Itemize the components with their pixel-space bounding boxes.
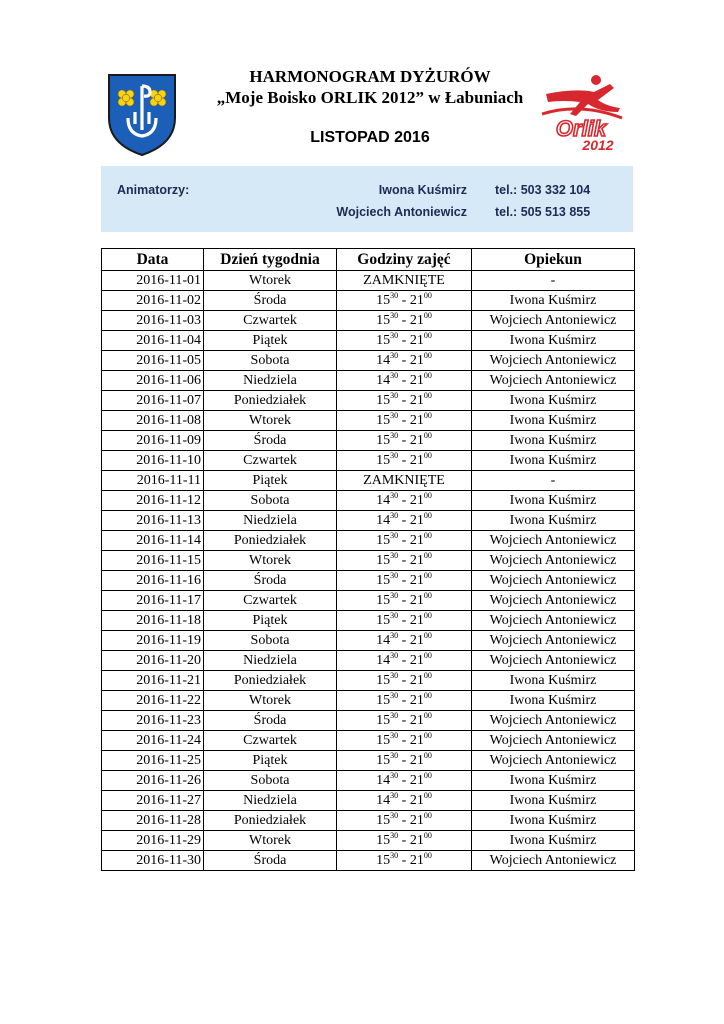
day-cell: Piątek [204,611,337,631]
end-minutes: 00 [423,530,432,540]
end-minutes: 00 [423,510,432,520]
end-hour: 21 [409,572,424,588]
end-hour: 21 [409,752,424,768]
start-minutes: 30 [390,690,399,700]
keeper-cell: Iwona Kuśmirz [472,691,635,711]
start-minutes: 30 [390,330,399,340]
start-minutes: 30 [390,390,399,400]
date-cell: 2016-11-13 [102,511,204,531]
date-cell: 2016-11-04 [102,331,204,351]
day-cell: Środa [204,431,337,451]
table-header-row [102,249,635,271]
end-hour: 21 [409,592,424,608]
start-hour: 15 [376,412,391,428]
end-hour: 21 [409,532,424,548]
day-cell: Poniedziałek [204,811,337,831]
table-row [102,631,635,651]
table-row [102,471,635,491]
day-cell: Czwartek [204,451,337,471]
day-cell: Sobota [204,771,337,791]
hours-cell: ZAMKNIĘTE [337,471,472,491]
hours-cell: $15^{30} - 21^{00}$ [337,831,472,851]
end-minutes: 00 [423,330,432,340]
date-cell: 2016-11-02 [102,291,204,311]
page-title: HARMONOGRAM DYŻURÓW [249,67,491,86]
keeper-cell: Wojciech Antoniewicz [472,611,635,631]
keeper-cell: Iwona Kuśmirz [472,671,635,691]
keeper-cell: Wojciech Antoniewicz [472,571,635,591]
table-row [102,831,635,851]
day-cell: Niedziela [204,511,337,531]
day-cell: Środa [204,711,337,731]
keeper-cell: Wojciech Antoniewicz [472,711,635,731]
keeper-cell: Iwona Kuśmirz [472,451,635,471]
day-cell: Piątek [204,751,337,771]
date-cell: 2016-11-09 [102,431,204,451]
start-hour: 15 [376,572,391,588]
end-minutes: 00 [423,290,432,300]
start-minutes: 30 [390,670,399,680]
table-row [102,411,635,431]
keeper-cell: Wojciech Antoniewicz [472,651,635,671]
start-minutes: 30 [390,830,399,840]
table-row [102,331,635,351]
page-subtitle: „Moje Boisko ORLIK 2012” w Łabuniach [216,88,524,107]
start-hour: 15 [376,392,391,408]
hours-cell: $15^{30} - 21^{00}$ [337,811,472,831]
start-minutes: 30 [390,770,399,780]
end-hour: 21 [409,812,424,828]
start-hour: 14 [376,492,391,508]
end-hour: 21 [409,552,424,568]
table-row [102,571,635,591]
keeper-cell: - [472,271,635,291]
keeper-cell: Iwona Kuśmirz [472,791,635,811]
keeper-cell: Iwona Kuśmirz [472,831,635,851]
start-hour: 15 [376,812,391,828]
end-minutes: 00 [423,570,432,580]
day-cell: Środa [204,851,337,871]
start-hour: 15 [376,432,391,448]
date-cell: 2016-11-29 [102,831,204,851]
end-minutes: 00 [423,850,432,860]
start-minutes: 30 [390,730,399,740]
start-minutes: 30 [390,510,399,520]
column-header-day: Dzień tygodnia [204,249,337,271]
animator-phone: tel.: 505 513 855 [495,205,591,219]
hours-cell: $15^{30} - 21^{00}$ [337,851,472,871]
hours-cell: $15^{30} - 21^{00}$ [337,711,472,731]
date-cell: 2016-11-11 [102,471,204,491]
start-hour: 15 [376,752,391,768]
hours-cell: $15^{30} - 21^{00}$ [337,691,472,711]
day-cell: Poniedziałek [204,671,337,691]
table-row [102,511,635,531]
hours-cell: $14^{30} - 21^{00}$ [337,651,472,671]
keeper-cell: Wojciech Antoniewicz [472,751,635,771]
hours-cell: $15^{30} - 21^{00}$ [337,311,472,331]
table-row [102,391,635,411]
keeper-cell: Wojciech Antoniewicz [472,371,635,391]
start-hour: 14 [376,792,391,808]
hours-cell: $15^{30} - 21^{00}$ [337,611,472,631]
start-minutes: 30 [390,310,399,320]
end-hour: 21 [409,772,424,788]
end-hour: 21 [409,352,424,368]
table-row [102,671,635,691]
end-minutes: 00 [423,670,432,680]
animators-label: Animatorzy: [117,183,190,197]
keeper-cell: - [472,471,635,491]
start-minutes: 30 [390,790,399,800]
date-cell: 2016-11-15 [102,551,204,571]
hours-cell: $14^{30} - 21^{00}$ [337,491,472,511]
column-header-keeper: Opiekun [472,249,635,271]
table-row [102,531,635,551]
date-cell: 2016-11-24 [102,731,204,751]
date-cell: 2016-11-18 [102,611,204,631]
hours-cell: $15^{30} - 21^{00}$ [337,331,472,351]
start-hour: 14 [376,652,391,668]
schedule-table [101,248,635,871]
end-hour: 21 [409,632,424,648]
end-minutes: 00 [423,390,432,400]
day-cell: Wtorek [204,831,337,851]
hours-cell: $14^{30} - 21^{00}$ [337,771,472,791]
start-minutes: 30 [390,590,399,600]
end-minutes: 00 [423,550,432,560]
date-cell: 2016-11-08 [102,411,204,431]
keeper-cell: Iwona Kuśmirz [472,811,635,831]
start-minutes: 30 [390,550,399,560]
start-minutes: 30 [390,750,399,760]
keeper-cell: Wojciech Antoniewicz [472,531,635,551]
start-hour: 15 [376,592,391,608]
start-minutes: 30 [390,290,399,300]
start-minutes: 30 [390,650,399,660]
start-minutes: 30 [390,430,399,440]
date-cell: 2016-11-16 [102,571,204,591]
end-hour: 21 [409,612,424,628]
end-minutes: 00 [423,430,432,440]
start-hour: 14 [376,772,391,788]
end-hour: 21 [409,492,424,508]
end-minutes: 00 [423,490,432,500]
hours-cell: $15^{30} - 21^{00}$ [337,291,472,311]
date-cell: 2016-11-21 [102,671,204,691]
end-minutes: 00 [423,410,432,420]
day-cell: Piątek [204,331,337,351]
table-row [102,651,635,671]
start-hour: 15 [376,312,391,328]
end-minutes: 00 [423,750,432,760]
hours-cell: $14^{30} - 21^{00}$ [337,371,472,391]
day-cell: Czwartek [204,311,337,331]
table-row [102,311,635,331]
hours-cell: $15^{30} - 21^{00}$ [337,551,472,571]
end-minutes: 00 [423,370,432,380]
day-cell: Wtorek [204,691,337,711]
keeper-cell: Iwona Kuśmirz [472,331,635,351]
day-cell: Czwartek [204,731,337,751]
end-minutes: 00 [423,730,432,740]
animator-name: Iwona Kuśmirz [378,183,467,197]
hours-cell: $14^{30} - 21^{00}$ [337,791,472,811]
end-hour: 21 [409,732,424,748]
day-cell: Niedziela [204,371,337,391]
start-hour: 15 [376,692,391,708]
date-cell: 2016-11-01 [102,271,204,291]
end-hour: 21 [409,652,424,668]
end-hour: 21 [409,312,424,328]
keeper-cell: Iwona Kuśmirz [472,431,635,451]
end-minutes: 00 [423,810,432,820]
day-cell: Środa [204,291,337,311]
date-cell: 2016-11-12 [102,491,204,511]
hours-cell: $15^{30} - 21^{00}$ [337,731,472,751]
day-cell: Wtorek [204,551,337,571]
hours-cell: $15^{30} - 21^{00}$ [337,451,472,471]
column-header-date: Data [102,249,204,271]
date-cell: 2016-11-06 [102,371,204,391]
start-hour: 15 [376,532,391,548]
day-cell: Niedziela [204,651,337,671]
orlik-logo-year: 2012 [582,137,614,153]
day-cell: Środa [204,571,337,591]
date-cell: 2016-11-28 [102,811,204,831]
start-minutes: 30 [390,630,399,640]
start-hour: 15 [376,332,391,348]
start-minutes: 30 [390,370,399,380]
start-minutes: 30 [390,850,399,860]
start-hour: 15 [376,452,391,468]
date-cell: 2016-11-23 [102,711,204,731]
table-row [102,291,635,311]
start-hour: 15 [376,292,391,308]
hours-cell: $15^{30} - 21^{00}$ [337,671,472,691]
end-minutes: 00 [423,610,432,620]
start-hour: 15 [376,552,391,568]
keeper-cell: Wojciech Antoniewicz [472,551,635,571]
keeper-cell: Iwona Kuśmirz [472,491,635,511]
end-hour: 21 [409,412,424,428]
hours-cell: $14^{30} - 21^{00}$ [337,631,472,651]
table-row [102,551,635,571]
hours-cell: $14^{30} - 21^{00}$ [337,511,472,531]
date-cell: 2016-11-03 [102,311,204,331]
day-cell: Sobota [204,351,337,371]
end-minutes: 00 [423,790,432,800]
date-cell: 2016-11-19 [102,631,204,651]
keeper-cell: Iwona Kuśmirz [472,411,635,431]
date-cell: 2016-11-14 [102,531,204,551]
end-hour: 21 [409,452,424,468]
hours-cell: $15^{30} - 21^{00}$ [337,531,472,551]
start-minutes: 30 [390,710,399,720]
animators-box [101,166,633,232]
table-row [102,811,635,831]
end-hour: 21 [409,832,424,848]
column-header-hours: Godziny zajęć [337,249,472,271]
date-cell: 2016-11-26 [102,771,204,791]
end-minutes: 00 [423,590,432,600]
coat-of-arms-logo [106,72,178,158]
table-row [102,431,635,451]
hours-cell: $15^{30} - 21^{00}$ [337,431,472,451]
keeper-cell: Iwona Kuśmirz [472,291,635,311]
hours-cell: $15^{30} - 21^{00}$ [337,411,472,431]
start-minutes: 30 [390,490,399,500]
table-row [102,791,635,811]
day-cell: Sobota [204,491,337,511]
end-minutes: 00 [423,690,432,700]
day-cell: Piątek [204,471,337,491]
start-hour: 14 [376,632,391,648]
start-hour: 15 [376,612,391,628]
keeper-cell: Wojciech Antoniewicz [472,731,635,751]
day-cell: Czwartek [204,591,337,611]
table-row [102,271,635,291]
end-hour: 21 [409,712,424,728]
table-row [102,371,635,391]
date-cell: 2016-11-30 [102,851,204,871]
start-hour: 15 [376,732,391,748]
end-minutes: 00 [423,310,432,320]
keeper-cell: Wojciech Antoniewicz [472,631,635,651]
start-hour: 14 [376,352,391,368]
end-hour: 21 [409,672,424,688]
end-hour: 21 [409,292,424,308]
end-minutes: 00 [423,450,432,460]
end-minutes: 00 [423,830,432,840]
hours-cell: $15^{30} - 21^{00}$ [337,571,472,591]
day-cell: Sobota [204,631,337,651]
hours-cell: $15^{30} - 21^{00}$ [337,751,472,771]
day-cell: Wtorek [204,411,337,431]
start-minutes: 30 [390,530,399,540]
day-cell: Niedziela [204,791,337,811]
end-minutes: 00 [423,650,432,660]
end-minutes: 00 [423,770,432,780]
table-row [102,491,635,511]
start-minutes: 30 [390,570,399,580]
date-cell: 2016-11-27 [102,791,204,811]
date-cell: 2016-11-20 [102,651,204,671]
table-row [102,751,635,771]
day-cell: Wtorek [204,271,337,291]
keeper-cell: Iwona Kuśmirz [472,391,635,411]
date-cell: 2016-11-17 [102,591,204,611]
table-row [102,771,635,791]
end-hour: 21 [409,792,424,808]
end-hour: 21 [409,392,424,408]
table-row [102,351,635,371]
start-minutes: 30 [390,810,399,820]
table-row [102,691,635,711]
keeper-cell: Wojciech Antoniewicz [472,591,635,611]
start-hour: 14 [376,372,391,388]
day-cell: Poniedziałek [204,391,337,411]
month-heading: LISTOPAD 2016 [310,129,430,146]
keeper-cell: Wojciech Antoniewicz [472,351,635,371]
table-row [102,731,635,751]
end-minutes: 00 [423,630,432,640]
date-cell: 2016-11-25 [102,751,204,771]
table-row [102,611,635,631]
hours-cell: $15^{30} - 21^{00}$ [337,591,472,611]
start-hour: 14 [376,512,391,528]
orlik-logo-text: Orlik [555,116,607,141]
keeper-cell: Wojciech Antoniewicz [472,851,635,871]
end-hour: 21 [409,432,424,448]
animator-phone: tel.: 503 332 104 [495,183,591,197]
date-cell: 2016-11-22 [102,691,204,711]
hours-cell: $14^{30} - 21^{00}$ [337,351,472,371]
table-row [102,451,635,471]
day-cell: Poniedziałek [204,531,337,551]
start-minutes: 30 [390,450,399,460]
table-row [102,851,635,871]
start-minutes: 30 [390,350,399,360]
end-hour: 21 [409,372,424,388]
end-minutes: 00 [423,350,432,360]
start-hour: 15 [376,832,391,848]
table-row [102,711,635,731]
date-cell: 2016-11-07 [102,391,204,411]
keeper-cell: Wojciech Antoniewicz [472,311,635,331]
end-minutes: 00 [423,710,432,720]
keeper-cell: Iwona Kuśmirz [472,511,635,531]
table-row [102,591,635,611]
start-hour: 15 [376,672,391,688]
hours-cell: ZAMKNIĘTE [337,271,472,291]
end-hour: 21 [409,512,424,528]
keeper-cell: Iwona Kuśmirz [472,771,635,791]
start-minutes: 30 [390,410,399,420]
start-minutes: 30 [390,610,399,620]
animator-name: Wojciech Antoniewicz [336,205,467,219]
date-cell: 2016-11-10 [102,451,204,471]
date-cell: 2016-11-05 [102,351,204,371]
end-hour: 21 [409,692,424,708]
end-hour: 21 [409,332,424,348]
end-hour: 21 [409,852,424,868]
hours-cell: $15^{30} - 21^{00}$ [337,391,472,411]
start-hour: 15 [376,852,391,868]
schedule-body [102,271,635,871]
start-hour: 15 [376,712,391,728]
